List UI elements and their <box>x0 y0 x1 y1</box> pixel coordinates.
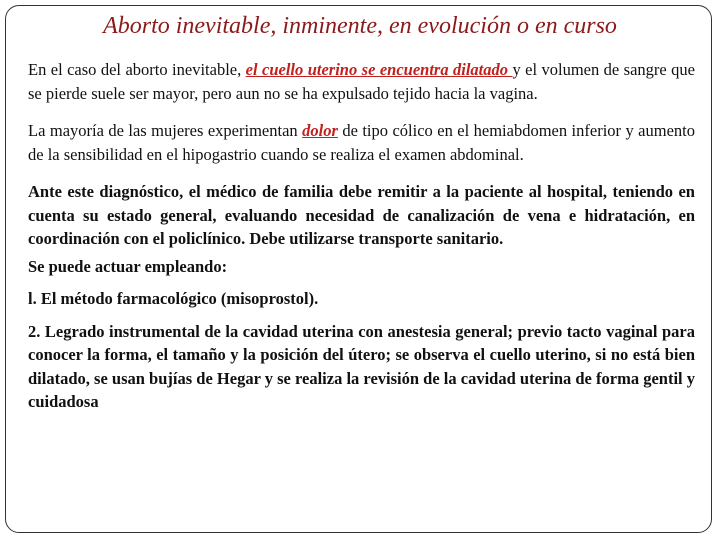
slide-title: Aborto inevitable, inminente, en evolución o en curso <box>103 13 617 39</box>
list-item-curettage: 2. Legrado instrumental de la cavidad uterina con anestesia general; previo tacto vaginal para conocer la forma, el tamaño y la posición del útero; se observa el cuello uterino, si no está bien dilatado, se usan bujías de Hegar y se realiza la revisión de la cavidad uterina de forma gentil y cuidadosa <box>28 321 695 411</box>
paragraph-inevitable-definition <box>28 58 695 105</box>
paragraph-pain-symptoms <box>28 119 695 166</box>
paragraph-referral: Ante este diagnóstico, el médico de familia debe remitir a la paciente al hospital, teniendo en cuenta su estado general, evaluando necesidad de canalización de vena e hidratación, en coordinación con el policlínico. Debe utilizarse transporte sanitario. <box>28 182 695 248</box>
highlight-pain: dolor <box>302 121 338 140</box>
paragraph-2-pre: La mayoría de las mujeres experimentan <box>28 121 303 140</box>
paragraph-1-pre: En el caso del aborto inevitable, <box>28 60 246 79</box>
paragraph-1-post: y el volumen de sangre que se pierde suele ser mayor, pero aun no se ha expulsado tejido hacia la vagina. <box>28 60 696 103</box>
paragraph-2-post: de tipo cólico en el hemiabdomen inferior y aumento de la sensibilidad en el hipogastrio cuando se realiza el examen abdominal. <box>28 121 695 164</box>
slide-body <box>28 58 695 414</box>
highlight-cervix-dilated: el cuello uterino se encuentra dilatado <box>245 60 513 79</box>
paragraph-treatment-intro: Se puede actuar empleando: <box>28 256 228 276</box>
list-item-pharmacological: l. El método farmacológico (misoprostol). <box>28 289 319 308</box>
